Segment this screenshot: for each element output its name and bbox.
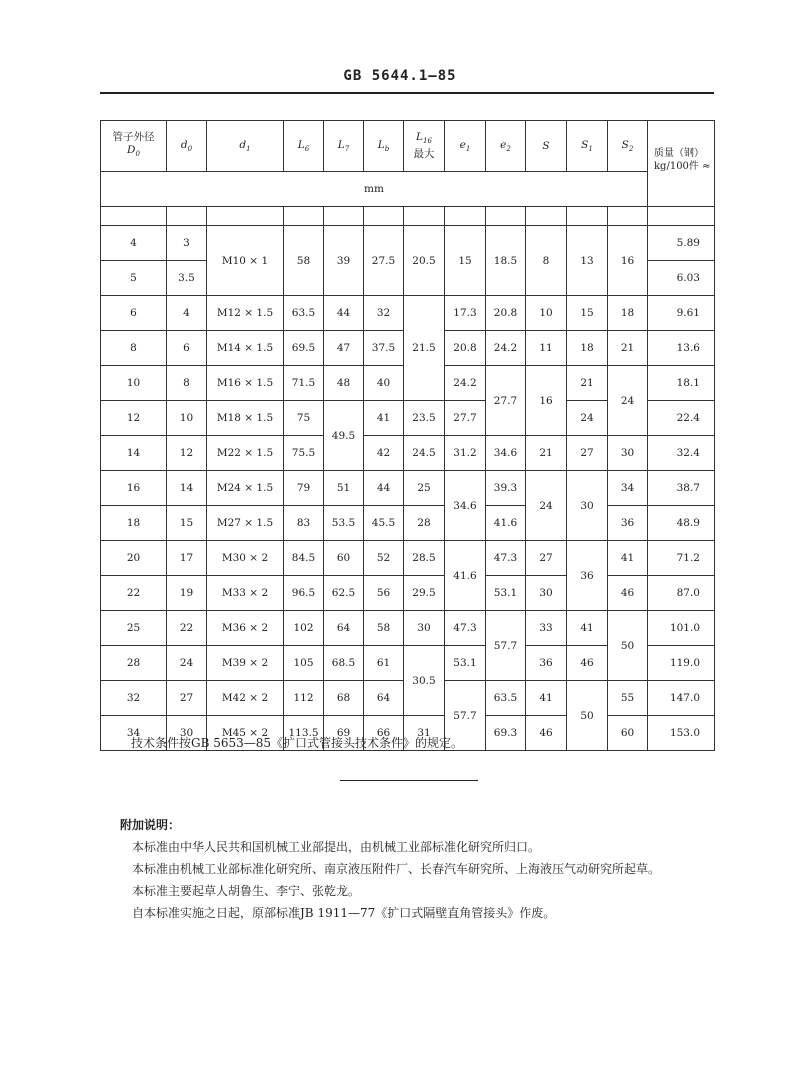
header-d1: $d_1$ xyxy=(207,121,284,172)
header-row-symbols xyxy=(101,121,715,172)
header-rule xyxy=(100,92,714,94)
header-l16-max: $L_{16}$ 最大 xyxy=(404,121,445,172)
header-s1: $S_1$ xyxy=(567,121,608,172)
table-row: 20 17 M30 × 2 84.5 60 52 28.5 41.6 47.3 27 36 41 71.2 xyxy=(101,541,715,576)
table-row: 12 10 M18 × 1.5 75 49.5 41 23.5 27.7 24 22.4 xyxy=(101,401,715,436)
technical-conditions-note: 技术条件按GB 5653—85《扩口式管接头技术条件》的规定。 xyxy=(131,736,464,750)
standard-number-header: GB 5644.1—85 xyxy=(343,68,457,84)
table-row: 22 19 M33 × 2 96.5 62.5 56 29.5 53.1 30 46 87.0 xyxy=(101,576,715,611)
notes-line: 自本标准实施之日起，原部标准JB 1911—77《扩口式隔壁直角管接头》作废。 xyxy=(132,906,556,920)
table-row: 14 12 M22 × 1.5 75.5 42 24.5 31.2 34.6 21 27 30 32.4 xyxy=(101,436,715,471)
header-s: S xyxy=(526,121,567,172)
table-row: 28 24 M39 × 2 105 68.5 61 30.5 53.1 36 46 119.0 xyxy=(101,646,715,681)
notes-line: 本标准主要起草人胡鲁生、李宁、张乾龙。 xyxy=(132,884,361,898)
table-row: 34 30 M45 × 2 113.5 69 66 31 69.3 46 60 153.0 xyxy=(101,716,715,751)
header-e1: $e_1$ xyxy=(445,121,486,172)
notes-title: 附加说明： xyxy=(120,818,181,832)
table-row: 5 3.5 6.03 xyxy=(101,261,715,296)
notes-line: 本标准由中华人民共和国机械工业部提出，由机械工业部标准化研究所归口。 xyxy=(132,840,541,854)
header-mass: 质量（钢） kg/100件 ≈ xyxy=(648,121,715,207)
table-row: 18 15 M27 × 1.5 83 53.5 45.5 28 41.6 36 48.9 xyxy=(101,506,715,541)
header-row-unit xyxy=(101,172,715,207)
table-row: 8 6 M14 × 1.5 69.5 47 37.5 20.8 24.2 11 18 21 13.6 xyxy=(101,331,715,366)
table-row: 32 27 M42 × 2 112 68 64 57.7 63.5 41 50 55 147.0 xyxy=(101,681,715,716)
header-d0: $d_0$ xyxy=(167,121,207,172)
header-e2: $e_2$ xyxy=(486,121,526,172)
header-s2: $S_2$ xyxy=(608,121,648,172)
table-row: 10 8 M16 × 1.5 71.5 48 40 24.2 27.7 16 21 24 18.1 xyxy=(101,366,715,401)
header-unit-mm: mm xyxy=(101,172,648,207)
dimensions-table xyxy=(100,120,715,751)
additional-notes xyxy=(120,814,720,924)
header-l6: $L_6$ xyxy=(284,121,324,172)
header-l7: $L_7$ xyxy=(324,121,364,172)
notes-line: 本标准由机械工业部标准化研究所、南京液压附件厂、长春汽车研究所、上海液压气动研究所起草。 xyxy=(132,862,661,876)
table-row: 6 4 M12 × 1.5 63.5 44 32 21.5 17.3 20.8 10 15 18 9.61 xyxy=(101,296,715,331)
table-row: 4 3 M10 × 1 58 39 27.5 20.5 15 18.5 8 13 16 5.89 xyxy=(101,226,715,261)
table-row: 16 14 M24 × 1.5 79 51 44 25 34.6 39.3 24 30 34 38.7 xyxy=(101,471,715,506)
header-lb: $L_b$ xyxy=(364,121,404,172)
header-outer-diameter: 管子外径 $D_0$ xyxy=(101,121,167,172)
table-row: 25 22 M36 × 2 102 64 58 30 47.3 57.7 33 41 50 101.0 xyxy=(101,611,715,646)
separator-rule xyxy=(340,780,478,781)
